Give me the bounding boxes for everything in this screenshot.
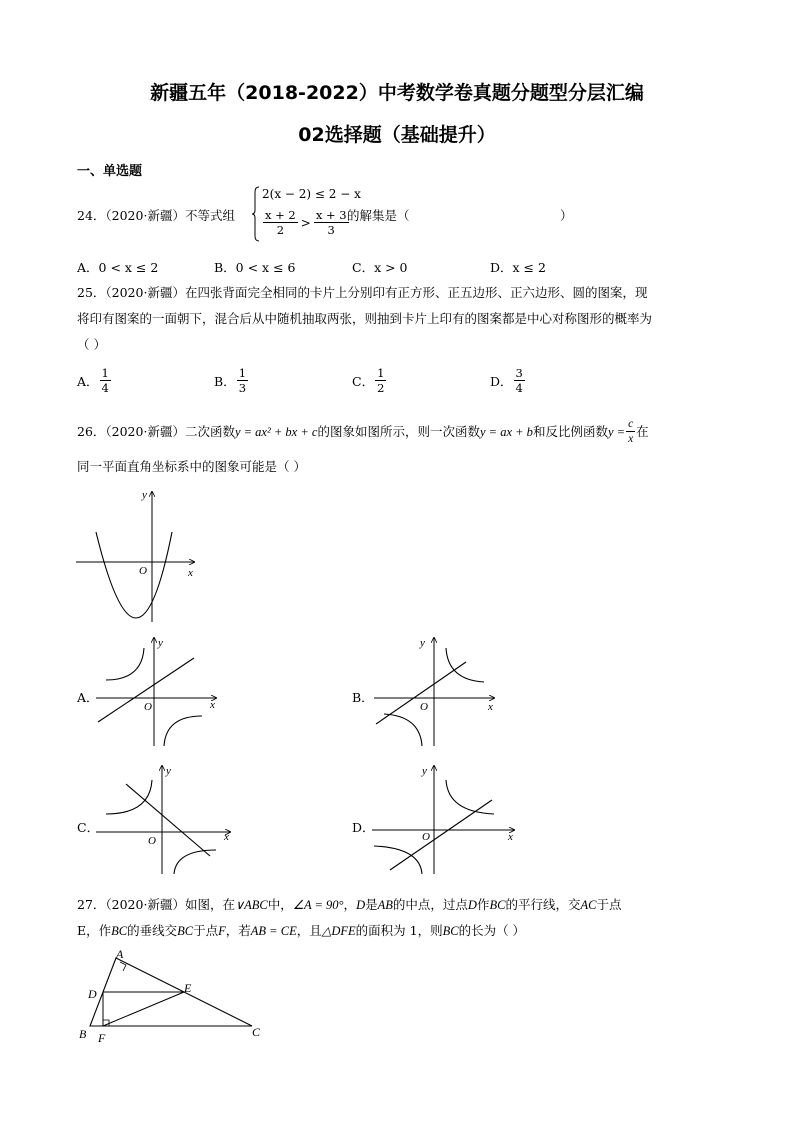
q24-stem [77, 202, 235, 230]
origin-label: O [420, 701, 428, 713]
q24-suffix: 的解集是（ [347, 208, 410, 223]
q25-option-b-den: 3 [238, 381, 247, 395]
q27-condition: AB = CE [250, 924, 297, 938]
q27-point-d: D [356, 898, 366, 912]
q26-inverse-den: x [628, 433, 634, 445]
q26-prefix: 26．（2020·新疆）二次函数 [77, 423, 235, 439]
q26-quadratic: y = ax² + bx + c [234, 424, 318, 439]
line [390, 800, 492, 870]
q24-gt-sign: > [300, 215, 311, 230]
q25-option-b-label: B． [214, 373, 236, 389]
q25-option-c[interactable] [352, 366, 387, 395]
q26-option-a-graph[interactable] [92, 634, 222, 750]
q26-option-c-graph[interactable] [92, 762, 234, 878]
segment-fe [103, 992, 184, 1026]
q24-frac1-denominator: 2 [276, 223, 285, 237]
label-a: A [116, 947, 124, 961]
q27-text: 的中点，过点 [392, 897, 468, 912]
q26-mid-text-2: 和反比例函数 [532, 423, 608, 439]
q27-angle: ∠A = 90° [292, 898, 344, 912]
x-label: x [488, 701, 493, 713]
section-heading: 一、单选题 [77, 164, 143, 179]
q27-text: ，且 [296, 923, 322, 938]
parabola-curve [96, 532, 172, 618]
line [126, 784, 210, 856]
label-c: C [252, 1025, 261, 1039]
y-label: y [422, 765, 427, 777]
label-b: B [79, 1027, 87, 1041]
q27-text: 于点 [596, 897, 622, 912]
q26-option-d-graph[interactable] [368, 762, 518, 878]
q24-prefix: 24．（2020·新疆）不等式组 [77, 208, 235, 223]
q25-line-3: （ ） [77, 337, 106, 352]
q27-text: 的长为（ ） [458, 923, 526, 938]
q25-option-a-num: 1 [101, 366, 109, 380]
q26-inverse-lhs: y = [607, 424, 626, 439]
origin-label: O [422, 831, 430, 843]
hyperbola-branch-1 [446, 648, 484, 682]
q27-text: 27．（2020·新疆）如图，在 [77, 897, 235, 912]
page-subtitle: 02选择题（基础提升） [298, 124, 496, 146]
label-f: F [98, 1031, 106, 1045]
label-d: D [88, 987, 97, 1001]
x-label: x [508, 831, 513, 843]
q25-option-b-num: 1 [238, 366, 247, 380]
q25-option-a-label: A． [77, 373, 99, 389]
q26-line-1 [77, 417, 649, 446]
q26-parabola-figure [72, 484, 202, 626]
hyperbola-branch-1 [446, 780, 494, 814]
q24-brace [252, 186, 258, 242]
q24-frac2-denominator: 3 [327, 223, 335, 237]
q27-triangle-dfe: △DFE [321, 924, 356, 938]
q26-option-b[interactable]: B． [352, 690, 374, 705]
q25-option-a-den: 4 [101, 381, 109, 395]
q27-text: 的平行线，交 [505, 897, 581, 912]
q27-text: 于点 [193, 923, 219, 938]
x-label: x [188, 567, 193, 579]
q27-text: ，若 [225, 923, 251, 938]
q25-option-c-den: 2 [377, 381, 385, 395]
origin-label: O [144, 701, 152, 713]
q27-line-2 [77, 917, 525, 945]
q26-linear: y = ax + b [479, 424, 533, 439]
q27-segment-bc: BC [111, 924, 128, 938]
q26-suffix: 在 [636, 423, 649, 439]
q27-text: 作 [476, 897, 490, 912]
q27-triangle-abc: ∨ABC [234, 898, 268, 912]
q25-option-a[interactable] [77, 366, 112, 395]
q27-text: 的垂线交 [127, 923, 178, 938]
q25-line-1: 25．（2020·新疆）在四张背面完全相同的卡片上分别印有正方形、正五边形、正六边形、圆的图案，现 [77, 285, 648, 300]
q26-option-c[interactable]: C． [77, 820, 100, 835]
page-title: 新疆五年（2018-2022）中考数学卷真题分题型分层汇编 [150, 82, 644, 104]
q27-text: ， [343, 897, 357, 912]
q26-mid-text-1: 的图象如图所示，则一次函数 [317, 423, 480, 439]
y-label: y [166, 765, 171, 777]
q24-inequality-1: 2(x − 2) ≤ 2 − x [262, 187, 361, 201]
q25-option-d-num: 3 [515, 366, 523, 380]
q24-frac2-numerator: x + 3 [315, 208, 347, 222]
q27-point-f: F [218, 924, 226, 938]
q26-line-2: 同一平面直角坐标系中的图象可能是（ ） [77, 459, 306, 474]
q27-text: 是 [365, 897, 378, 912]
q24-close-paren: ） [560, 208, 573, 223]
q25-line-2: 将印有图案的一面朝下，混合后从中随机抽取两张，则抽到卡片上印有的图案都是中心对称图形的概率为 [77, 311, 653, 326]
y-label: y [142, 489, 147, 501]
right-angle-mark-a [120, 962, 126, 971]
q24-inequality-2 [262, 208, 350, 237]
y-label: y [158, 637, 163, 649]
x-label: x [224, 831, 229, 843]
q24-option-c[interactable]: C．x > 0 [352, 260, 408, 275]
q26-option-a[interactable]: A． [77, 690, 99, 705]
hyperbola-branch-2 [174, 850, 216, 874]
q27-segment-bc: BC [177, 924, 194, 938]
hyperbola-branch-2 [384, 714, 422, 746]
q26-inverse-num: c [628, 418, 634, 430]
q24-option-a[interactable]: A．0 < x ≤ 2 [77, 260, 159, 275]
q27-segment-bc: BC [442, 924, 459, 938]
hyperbola-branch-1 [106, 648, 144, 680]
x-label: x [210, 699, 215, 711]
q27-point-d: D [467, 898, 477, 912]
q25-option-c-label: C． [352, 373, 375, 389]
q27-text: 的面积为 1，则 [355, 923, 443, 938]
q27-line-1 [77, 891, 621, 919]
q25-option-c-num: 1 [377, 366, 385, 380]
origin-label: O [148, 835, 156, 847]
q24-fraction-2 [314, 208, 349, 237]
q24-frac1-numerator: x + 2 [265, 208, 296, 222]
q26-option-b-graph[interactable] [370, 634, 500, 750]
hyperbola-branch-2 [164, 716, 202, 746]
hyperbola-branch-2 [374, 846, 422, 874]
q26-option-d[interactable]: D． [352, 820, 375, 835]
q25-option-d-den: 4 [515, 381, 523, 395]
q25-option-d-label: D． [490, 373, 513, 389]
line [376, 662, 466, 724]
q25-option-b[interactable] [214, 366, 249, 395]
q27-text: 中， [267, 897, 293, 912]
hyperbola-branch-1 [106, 780, 152, 814]
y-label: y [420, 637, 425, 649]
q25-option-d[interactable] [490, 366, 526, 395]
q27-text: E，作 [77, 923, 112, 938]
q24-option-d[interactable]: D．x ≤ 2 [490, 260, 546, 275]
q24-fraction-1 [263, 208, 298, 237]
q27-segment-bc: BC [489, 898, 506, 912]
q27-segment-ac: AC [580, 898, 597, 912]
q24-option-b[interactable]: B．0 < x ≤ 6 [214, 260, 296, 275]
q27-segment-ab: AB [377, 898, 393, 912]
label-e: E [184, 981, 192, 995]
origin-label: O [139, 565, 147, 577]
q27-triangle-figure [74, 946, 274, 1046]
